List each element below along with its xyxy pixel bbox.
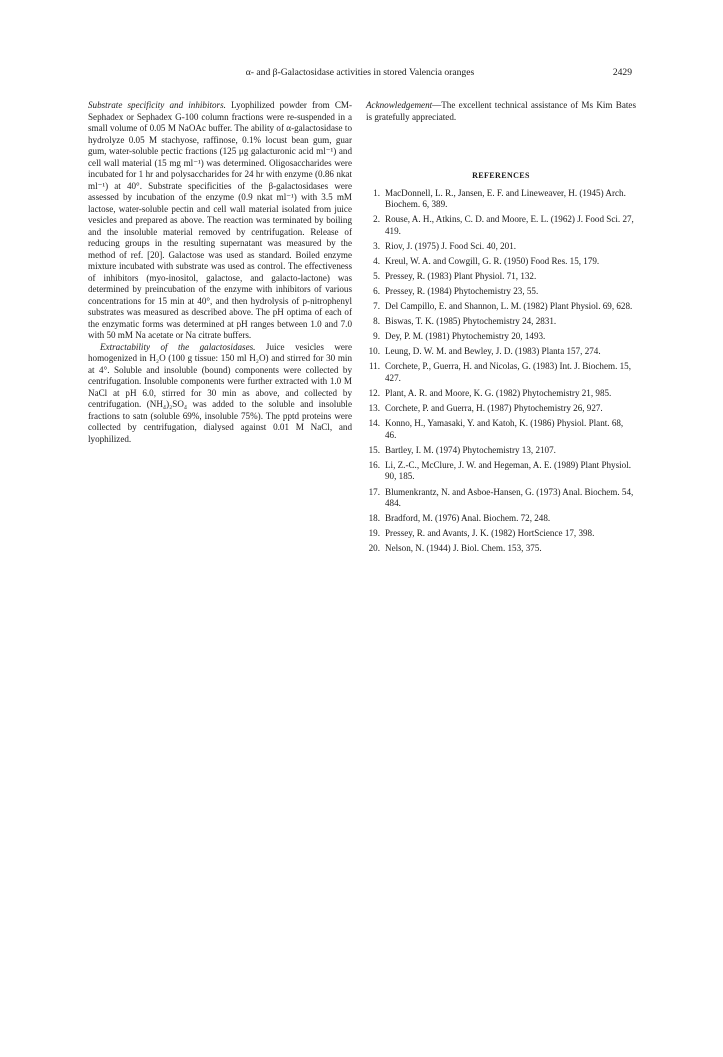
reference-item: [366, 361, 636, 384]
reference-list: [366, 188, 636, 555]
reference-number: 1.: [373, 187, 380, 198]
running-title: α- and β-Galactosidase activities in stored Valencia oranges: [245, 67, 475, 78]
reference-item: [366, 316, 636, 328]
reference-number: 17.: [368, 486, 380, 497]
reference-text: Pressey, R. and Avants, J. K. (1982) HortScience 17, 398.: [385, 528, 595, 539]
reference-text: Konno, H., Yamasaki, Y. and Katoh, K. (1986) Physiol. Plant. 68, 46.: [385, 418, 624, 440]
reference-text: MacDonnell, L. R., Jansen, E. F. and Lineweaver, H. (1945) Arch. Biochem. 6, 389.: [385, 187, 626, 209]
reference-number: 14.: [368, 418, 380, 429]
reference-text: Li, Z.-C., McClure, J. W. and Hegeman, A. E. (1989) Plant Physiol. 90, 185.: [385, 459, 632, 482]
reference-item: [366, 331, 636, 343]
reference-item: [366, 286, 636, 298]
reference-item: [366, 460, 636, 483]
reference-text: Biswas, T. K. (1985) Phytochemistry 24, 2831.: [385, 316, 557, 327]
reference-text: Nelson, N. (1944) J. Biol. Chem. 153, 375.: [385, 543, 542, 554]
reference-text: Bartley, I. M. (1974) Phytochemistry 13, 2107.: [385, 444, 556, 455]
reference-item: [366, 418, 636, 441]
right-column: [366, 100, 636, 558]
left-column: [88, 100, 352, 445]
acknowledgement-text: —The excellent technical assistance of Ms Kim Bates is gratefully appreciated.: [366, 100, 636, 122]
page-number: 2429: [612, 67, 632, 78]
section-body-extractability: Juice vesicles were homogenized in H₂O (100 g tissue: 150 ml H₂O) and stirred for 30 min at 4°. Soluble and insoluble (bound) components were collected by centrifugation. Insoluble components were further extracted with 1.0 M NaCl at pH 6.0, stirred for 30 min as above, and collected by centrifugation. (NH₄)₂SO₄ was added to the soluble and insoluble fractions to satn (soluble 69%, insoluble 75%). The pptd proteins were collected by centrifugation, dialysed against 0.01 M NaCl, and lyophilized.: [88, 341, 352, 444]
reference-text: Kreul, W. A. and Cowgill, G. R. (1950) Food Res. 15, 179.: [385, 255, 600, 266]
section-heading-substrate-specificity: Substrate specificity and inhibitors.: [88, 100, 226, 110]
section-body-substrate-specificity: Lyophilized powder from CM-Sephadex or Sephadex G-100 column fractions were re-suspended in a small volume of 0.05 M NaOAc buffer. The ability of α-galactosidase to hydrolyze 0.05 M stachyose, raffinose, 0.1% locust bean gum, guar gum, water-soluble pectic fractions (125 μg galacturonic acid ml⁻¹) and cell wall material (15 mg ml⁻¹) was determined. Oligosaccharides were incubated for 1 hr and polysaccharides for 24 hr with enzyme (0.86 nkat ml⁻¹) at 40°. Substrate specificities of the β-galactosidases were assessed by incubation of the enzyme (0.9 nkat ml⁻¹) with 3.5 mM lactose, water-soluble pectin and cell wall material isolated from juice vesicles and prepared as above. The reaction was terminated by boiling and the insoluble material removed by centrifugation. Release of reducing groups in the resulting supernatant was measured by the method of ref. [20]. Galactose was used as standard. Boiled enzyme mixture incubated with substrate was used as control. The effectiveness of inhibitors (myo-inositol, galactose, and galacto-lactone) was determined by preincubation of the enzyme with inhibitors of various concentrations for 15 min at 40°, and then hydrolysis of p-nitrophenyl substrates was measured as described above. The pH optima of each of the enzymatic forms was determined at pH ranges between 1.0 and 7.0 with 50 mM Na acetate or Na citrate buffers.: [88, 100, 352, 340]
reference-number: 5.: [373, 270, 380, 281]
reference-item: [366, 543, 636, 555]
reference-text: Corchete, P. and Guerra, H. (1987) Phytochemistry 26, 927.: [385, 403, 603, 414]
reference-text: Del Campillo, E. and Shannon, L. M. (1982) Plant Physiol. 69, 628.: [385, 301, 633, 312]
reference-item: [366, 256, 636, 268]
reference-number: 7.: [373, 301, 380, 312]
reference-text: Pressey, R. (1983) Plant Physiol. 71, 132.: [385, 270, 537, 281]
reference-item: [366, 403, 636, 415]
reference-number: 4.: [373, 255, 380, 266]
reference-number: 11.: [368, 361, 380, 372]
reference-item: [366, 271, 636, 283]
reference-text: Riov, J. (1975) J. Food Sci. 40, 201.: [385, 240, 517, 251]
references-heading: REFERENCES: [472, 171, 530, 180]
reference-text: Pressey, R. (1984) Phytochemistry 23, 55.: [385, 285, 539, 296]
reference-item: [366, 346, 636, 358]
reference-text: Blumenkrantz, N. and Asboe-Hansen, G. (1973) Anal. Biochem. 54, 484.: [385, 486, 634, 508]
acknowledgement-paragraph: [366, 100, 636, 123]
reference-item: [366, 388, 636, 400]
reference-item: [366, 528, 636, 540]
acknowledgement-heading: Acknowledgement: [366, 100, 433, 110]
reference-number: 20.: [368, 543, 380, 554]
reference-text: Bradford, M. (1976) Anal. Biochem. 72, 248.: [385, 513, 551, 524]
reference-item: [366, 445, 636, 457]
reference-number: 15.: [368, 444, 380, 455]
reference-text: Rouse, A. H., Atkins, C. D. and Moore, E. L. (1962) J. Food Sci. 27, 419.: [385, 214, 634, 236]
methods-paragraph-extractability: [88, 342, 352, 446]
reference-item: [366, 487, 636, 510]
reference-number: 10.: [368, 346, 380, 357]
reference-number: 3.: [373, 240, 380, 251]
reference-item: [366, 188, 636, 211]
reference-item: [366, 513, 636, 525]
reference-number: 2.: [373, 214, 380, 225]
reference-number: 6.: [373, 285, 380, 296]
reference-text: Plant, A. R. and Moore, K. G. (1982) Phytochemistry 21, 985.: [385, 388, 612, 399]
reference-item: [366, 241, 636, 253]
reference-number: 18.: [368, 513, 380, 524]
running-header: [88, 67, 632, 81]
reference-text: Corchete, P., Guerra, H. and Nicolas, G. (1983) Int. J. Biochem. 15, 427.: [385, 361, 631, 383]
section-heading-extractability: Extractability of the galactosidases.: [100, 341, 256, 352]
reference-number: 12.: [368, 388, 380, 399]
reference-number: 8.: [373, 316, 380, 327]
reference-item: [366, 214, 636, 237]
reference-number: 16.: [368, 459, 380, 470]
reference-text: Leung, D. W. M. and Bewley, J. D. (1983) Planta 157, 274.: [385, 346, 601, 357]
reference-item: [366, 301, 636, 313]
methods-paragraph-substrate-specificity: [88, 100, 352, 342]
reference-text: Dey, P. M. (1981) Phytochemistry 20, 1493.: [385, 331, 546, 342]
reference-number: 19.: [368, 528, 380, 539]
reference-number: 13.: [368, 403, 380, 414]
reference-number: 9.: [373, 331, 380, 342]
